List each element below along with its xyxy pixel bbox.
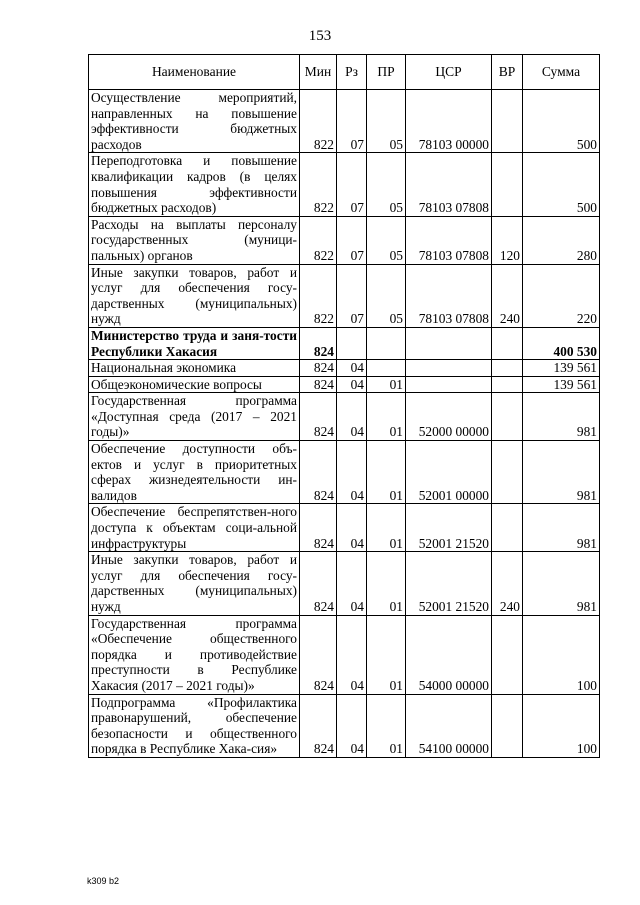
row-min: 822: [300, 264, 337, 327]
row-rz: 04: [337, 504, 367, 552]
row-name: Подпрограмма «Профилактика правонарушений, обеспечение безопасности и общественного порядка в Республике Хака-сия»: [89, 694, 300, 757]
header-name: Наименование: [89, 55, 300, 90]
row-sum: 981: [523, 441, 600, 504]
table-row: [89, 441, 600, 504]
row-min: 824: [300, 327, 337, 359]
row-csr: 54100 00000: [406, 694, 492, 757]
row-sum: 100: [523, 615, 600, 694]
row-pr: 01: [367, 694, 406, 757]
row-vr: 240: [492, 552, 523, 615]
page-number: 153: [308, 28, 332, 44]
row-pr: 05: [367, 264, 406, 327]
row-name: Национальная экономика: [89, 360, 300, 377]
table-header-row: [89, 55, 600, 90]
row-rz: 04: [337, 441, 367, 504]
row-rz: 04: [337, 552, 367, 615]
row-pr: 01: [367, 393, 406, 441]
row-vr: 120: [492, 216, 523, 264]
table-row: [89, 153, 600, 216]
row-sum: 100: [523, 694, 600, 757]
row-sum: 981: [523, 552, 600, 615]
table-row: [89, 694, 600, 757]
row-min: 822: [300, 90, 337, 153]
table-row: [89, 552, 600, 615]
row-min: 824: [300, 360, 337, 377]
row-min: 824: [300, 694, 337, 757]
row-min: 824: [300, 441, 337, 504]
row-csr: 78103 00000: [406, 90, 492, 153]
row-sum: 981: [523, 504, 600, 552]
row-rz: [337, 327, 367, 359]
row-name: Иные закупки товаров, работ и услуг для обеспечения госу-дарственных (муниципальных) нужд: [89, 552, 300, 615]
row-csr: 52001 21520: [406, 504, 492, 552]
row-csr: 52000 00000: [406, 393, 492, 441]
header-vr: ВР: [492, 55, 523, 90]
row-rz: 04: [337, 360, 367, 377]
row-sum: 500: [523, 90, 600, 153]
row-vr: [492, 376, 523, 393]
row-vr: [492, 153, 523, 216]
row-name: Обеспечение беспрепятствен-ного доступа к объектам соци-альной инфраструктуры: [89, 504, 300, 552]
row-pr: 01: [367, 376, 406, 393]
row-pr: 01: [367, 615, 406, 694]
row-pr: [367, 360, 406, 377]
row-sum: 500: [523, 153, 600, 216]
row-rz: 07: [337, 153, 367, 216]
row-min: 822: [300, 153, 337, 216]
row-pr: 01: [367, 552, 406, 615]
row-sum: 280: [523, 216, 600, 264]
row-vr: [492, 504, 523, 552]
table-row: [89, 264, 600, 327]
row-min: 824: [300, 393, 337, 441]
row-csr: 78103 07808: [406, 216, 492, 264]
row-vr: [492, 441, 523, 504]
row-rz: 07: [337, 264, 367, 327]
row-name: Государственная программа «Доступная среда (2017 – 2021 годы)»: [89, 393, 300, 441]
row-vr: [492, 694, 523, 757]
row-sum: 220: [523, 264, 600, 327]
row-rz: 04: [337, 615, 367, 694]
table-row: [89, 393, 600, 441]
row-csr: 54000 00000: [406, 615, 492, 694]
table-row: [89, 90, 600, 153]
row-name: Осуществление мероприятий, направленных на повышение эффективности бюджетных расходов: [89, 90, 300, 153]
row-sum: 400 530: [523, 327, 600, 359]
row-sum: 139 561: [523, 360, 600, 377]
row-csr: 78103 07808: [406, 264, 492, 327]
row-min: 824: [300, 615, 337, 694]
row-rz: 04: [337, 694, 367, 757]
row-name: Обеспечение доступности объ-ектов и услуг в приоритетных сферах жизнедеятельности ин-валидов: [89, 441, 300, 504]
row-name: Иные закупки товаров, работ и услуг для обеспечения госу-дарственных (муниципальных) нужд: [89, 264, 300, 327]
row-pr: 05: [367, 153, 406, 216]
row-min: 824: [300, 504, 337, 552]
row-pr: [367, 327, 406, 359]
row-rz: 07: [337, 90, 367, 153]
row-sum: 139 561: [523, 376, 600, 393]
header-rz: Рз: [337, 55, 367, 90]
row-name: Переподготовка и повышение квалификации кадров (в целях повышения эффективности бюджетных расходов): [89, 153, 300, 216]
row-vr: [492, 393, 523, 441]
row-name: Общеэкономические вопросы: [89, 376, 300, 393]
row-rz: 04: [337, 393, 367, 441]
row-sum: 981: [523, 393, 600, 441]
document-code: k309 b2: [87, 876, 120, 886]
row-csr: [406, 327, 492, 359]
row-min: 824: [300, 376, 337, 393]
row-min: 824: [300, 552, 337, 615]
row-min: 822: [300, 216, 337, 264]
table-row: [89, 376, 600, 393]
row-name: Государственная программа «Обеспечение общественного порядка и противодействие преступности в Республике Хакасия (2017 – 2021 годы)»: [89, 615, 300, 694]
row-pr: 05: [367, 216, 406, 264]
table-row: [89, 216, 600, 264]
row-vr: [492, 327, 523, 359]
row-name: Министерство труда и заня-тости Республики Хакасия: [89, 327, 300, 359]
header-sum: Сумма: [523, 55, 600, 90]
row-name: Расходы на выплаты персоналу государственных (муници-пальных) органов: [89, 216, 300, 264]
table-row-ministry: [89, 327, 600, 359]
row-vr: 240: [492, 264, 523, 327]
row-rz: 07: [337, 216, 367, 264]
header-min: Мин: [300, 55, 337, 90]
row-csr: 78103 07808: [406, 153, 492, 216]
table-row: [89, 360, 600, 377]
row-pr: 01: [367, 441, 406, 504]
row-vr: [492, 360, 523, 377]
table-row: [89, 615, 600, 694]
row-csr: 52001 00000: [406, 441, 492, 504]
row-csr: [406, 360, 492, 377]
header-csr: ЦСР: [406, 55, 492, 90]
row-csr: 52001 21520: [406, 552, 492, 615]
row-vr: [492, 615, 523, 694]
row-rz: 04: [337, 376, 367, 393]
row-vr: [492, 90, 523, 153]
row-pr: 01: [367, 504, 406, 552]
table-row: [89, 504, 600, 552]
row-csr: [406, 376, 492, 393]
header-pr: ПР: [367, 55, 406, 90]
budget-table: [88, 54, 600, 758]
row-pr: 05: [367, 90, 406, 153]
